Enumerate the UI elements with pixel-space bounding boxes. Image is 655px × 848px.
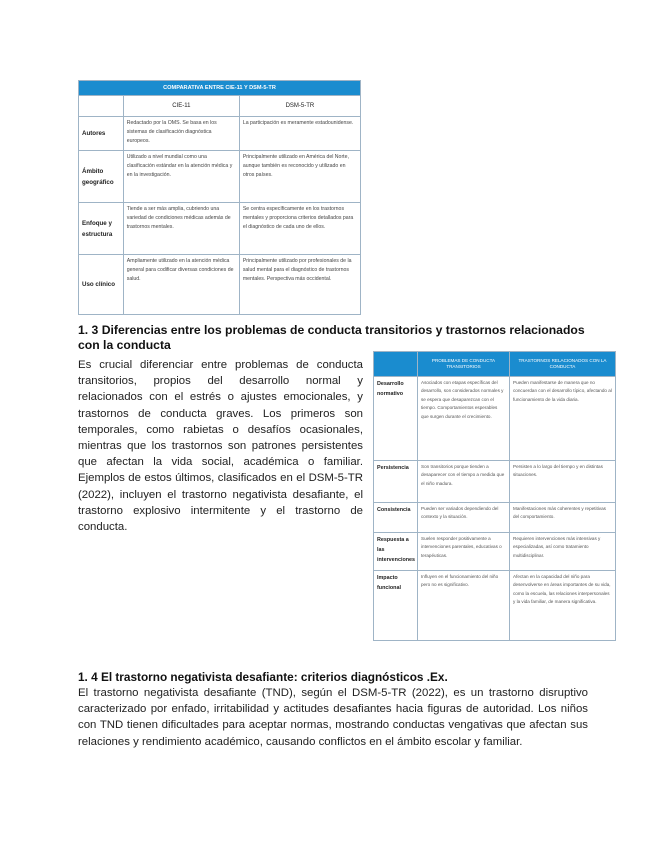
table-header-transitory: PROBLEMAS DE CONDUCTA TRANSITORIOS (418, 352, 510, 377)
section-heading-1-4: 1. 4 El trastorno negativista desafiante: criterios diagnósticos .Ex. (78, 670, 448, 684)
table-row (374, 503, 616, 533)
row-label: Persistencia (374, 461, 418, 503)
cell-dsm: La participación es meramente estadounidense. (239, 117, 360, 151)
table-row (79, 255, 361, 315)
cell-dsm: Principalmente utilizado por profesionales de la salud mental para el diagnóstico de trastornos mentales. Perspectiva más occidental. (239, 255, 360, 315)
cell-dsm: Principalmente utilizado en América del Norte, aunque también es reconocido y utilizado en otros países. (239, 151, 360, 203)
table-header-empty (79, 96, 124, 117)
cell-cie: Utilizado a nivel mundial como una clasificación estándar en la atención médica y en la investigación. (123, 151, 239, 203)
cell-cie: Ampliamente utilizado en la atención médica general para codificar diversas condiciones de salud. (123, 255, 239, 315)
table-row (374, 461, 616, 503)
table-row (374, 533, 616, 571)
row-label: Respuesta a las intervenciones (374, 533, 418, 571)
cell-dsm: Se centra específicamente en los trastornos mentales y proporciona criterios detallados para el diagnóstico de cada uno de ellos. (239, 203, 360, 255)
cell-transitory: Influyen en el funcionamiento del niño pero no es significativo. (418, 571, 510, 641)
table-row (374, 377, 616, 461)
table-header-dsm: DSM-5-TR (239, 96, 360, 117)
table-row (79, 117, 361, 151)
cell-transitory: Son transitorios porque tienden a desaparecer con el tiempo a medida que el niño madura. (418, 461, 510, 503)
table-header-empty (374, 352, 418, 377)
comparison-table-cie-dsm (78, 80, 361, 315)
cell-disorders: Requieren intervenciones más intensivas y especializadas, así como tratamiento multidisciplinar. (510, 533, 616, 571)
table-title: COMPARATIVA ENTRE CIE-11 Y DSM-5-TR (79, 81, 361, 96)
cell-transitory: Suelen responder positivamente a intervenciones parentales, educativas o terapéuticas. (418, 533, 510, 571)
row-label: Desarrollo normativo (374, 377, 418, 461)
table-row (374, 571, 616, 641)
cell-transitory: Asociados con etapas específicas del desarrollo, son considerados normales y se espera que desaparezcan con el tiempo. Comportamientos esperables que surgen durante el crecimiento. (418, 377, 510, 461)
row-label: Autores (79, 117, 124, 151)
section-paragraph-1-3: Es crucial diferenciar entre problemas de conducta transitorios, propios del desarrollo normal y relacionados con el estrés o ajustes emocionales, y trastornos de conducta graves. Los primeros son temporales, como rabietas o desafíos ocasionales, mientras que los trastornos son patrones persistentes que afectan la vida social, académica o familiar. Ejemplos de estos últimos, clasificados en el DSM-5-TR (2022), incluyen el trastorno negativista desafiante, el trastorno explosivo intermitente y el trastorno de conducta. (78, 359, 363, 534)
section-paragraph-1-4: El trastorno negativista desafiante (TND), según el DSM-5-TR (2022), es un trastorno disruptivo caracterizado por enfado, irritabilidad y actitudes desafiantes hacia figuras de autoridad. Los niños con TND tienen dificultades para aceptar normas, mostrando conductas vengativas que afectan sus relaciones y rendimiento académico, causando conflictos en el ámbito escolar y familiar. (78, 687, 588, 748)
section-heading-1-3: 1. 3 Diferencias entre los problemas de conducta transitorios y trastornos relacionados con la conducta (78, 323, 585, 352)
table-row (79, 203, 361, 255)
table-header-disorders: TRASTORNOS RELACIONADOS CON LA CONDUCTA (510, 352, 616, 377)
row-label: Ámbito geográfico (79, 151, 124, 203)
cell-disorders: Persisten a lo largo del tiempo y en distintas situaciones. (510, 461, 616, 503)
row-label: Consistencia (374, 503, 418, 533)
row-label: Impacto funcional (374, 571, 418, 641)
table-row (79, 151, 361, 203)
comparison-table-conduct (373, 351, 616, 641)
row-label: Uso clínico (79, 255, 124, 315)
row-label: Enfoque y estructura (79, 203, 124, 255)
cell-transitory: Pueden ser variados dependiendo del contexto y la situación. (418, 503, 510, 533)
cell-cie: Tiende a ser más amplia, cubriendo una variedad de condiciones médicas además de trastornos mentales. (123, 203, 239, 255)
cell-disorders: Afectan en la capacidad del niño para desenvolverse en áreas importantes de su vida, como la escuela, las relaciones interpersonales y la vida familiar, de manera significativa. (510, 571, 616, 641)
cell-cie: Redactado por la OMS. Se basa en los sistemas de clasificación diagnóstica europeos. (123, 117, 239, 151)
cell-disorders: Pueden manifestarse de manera que no concuerdan con el desarrollo típico, afectando al funcionamiento de la vida diaria. (510, 377, 616, 461)
table-header-cie: CIE-11 (123, 96, 239, 117)
cell-disorders: Manifestaciones más coherentes y repetitivas del comportamiento. (510, 503, 616, 533)
